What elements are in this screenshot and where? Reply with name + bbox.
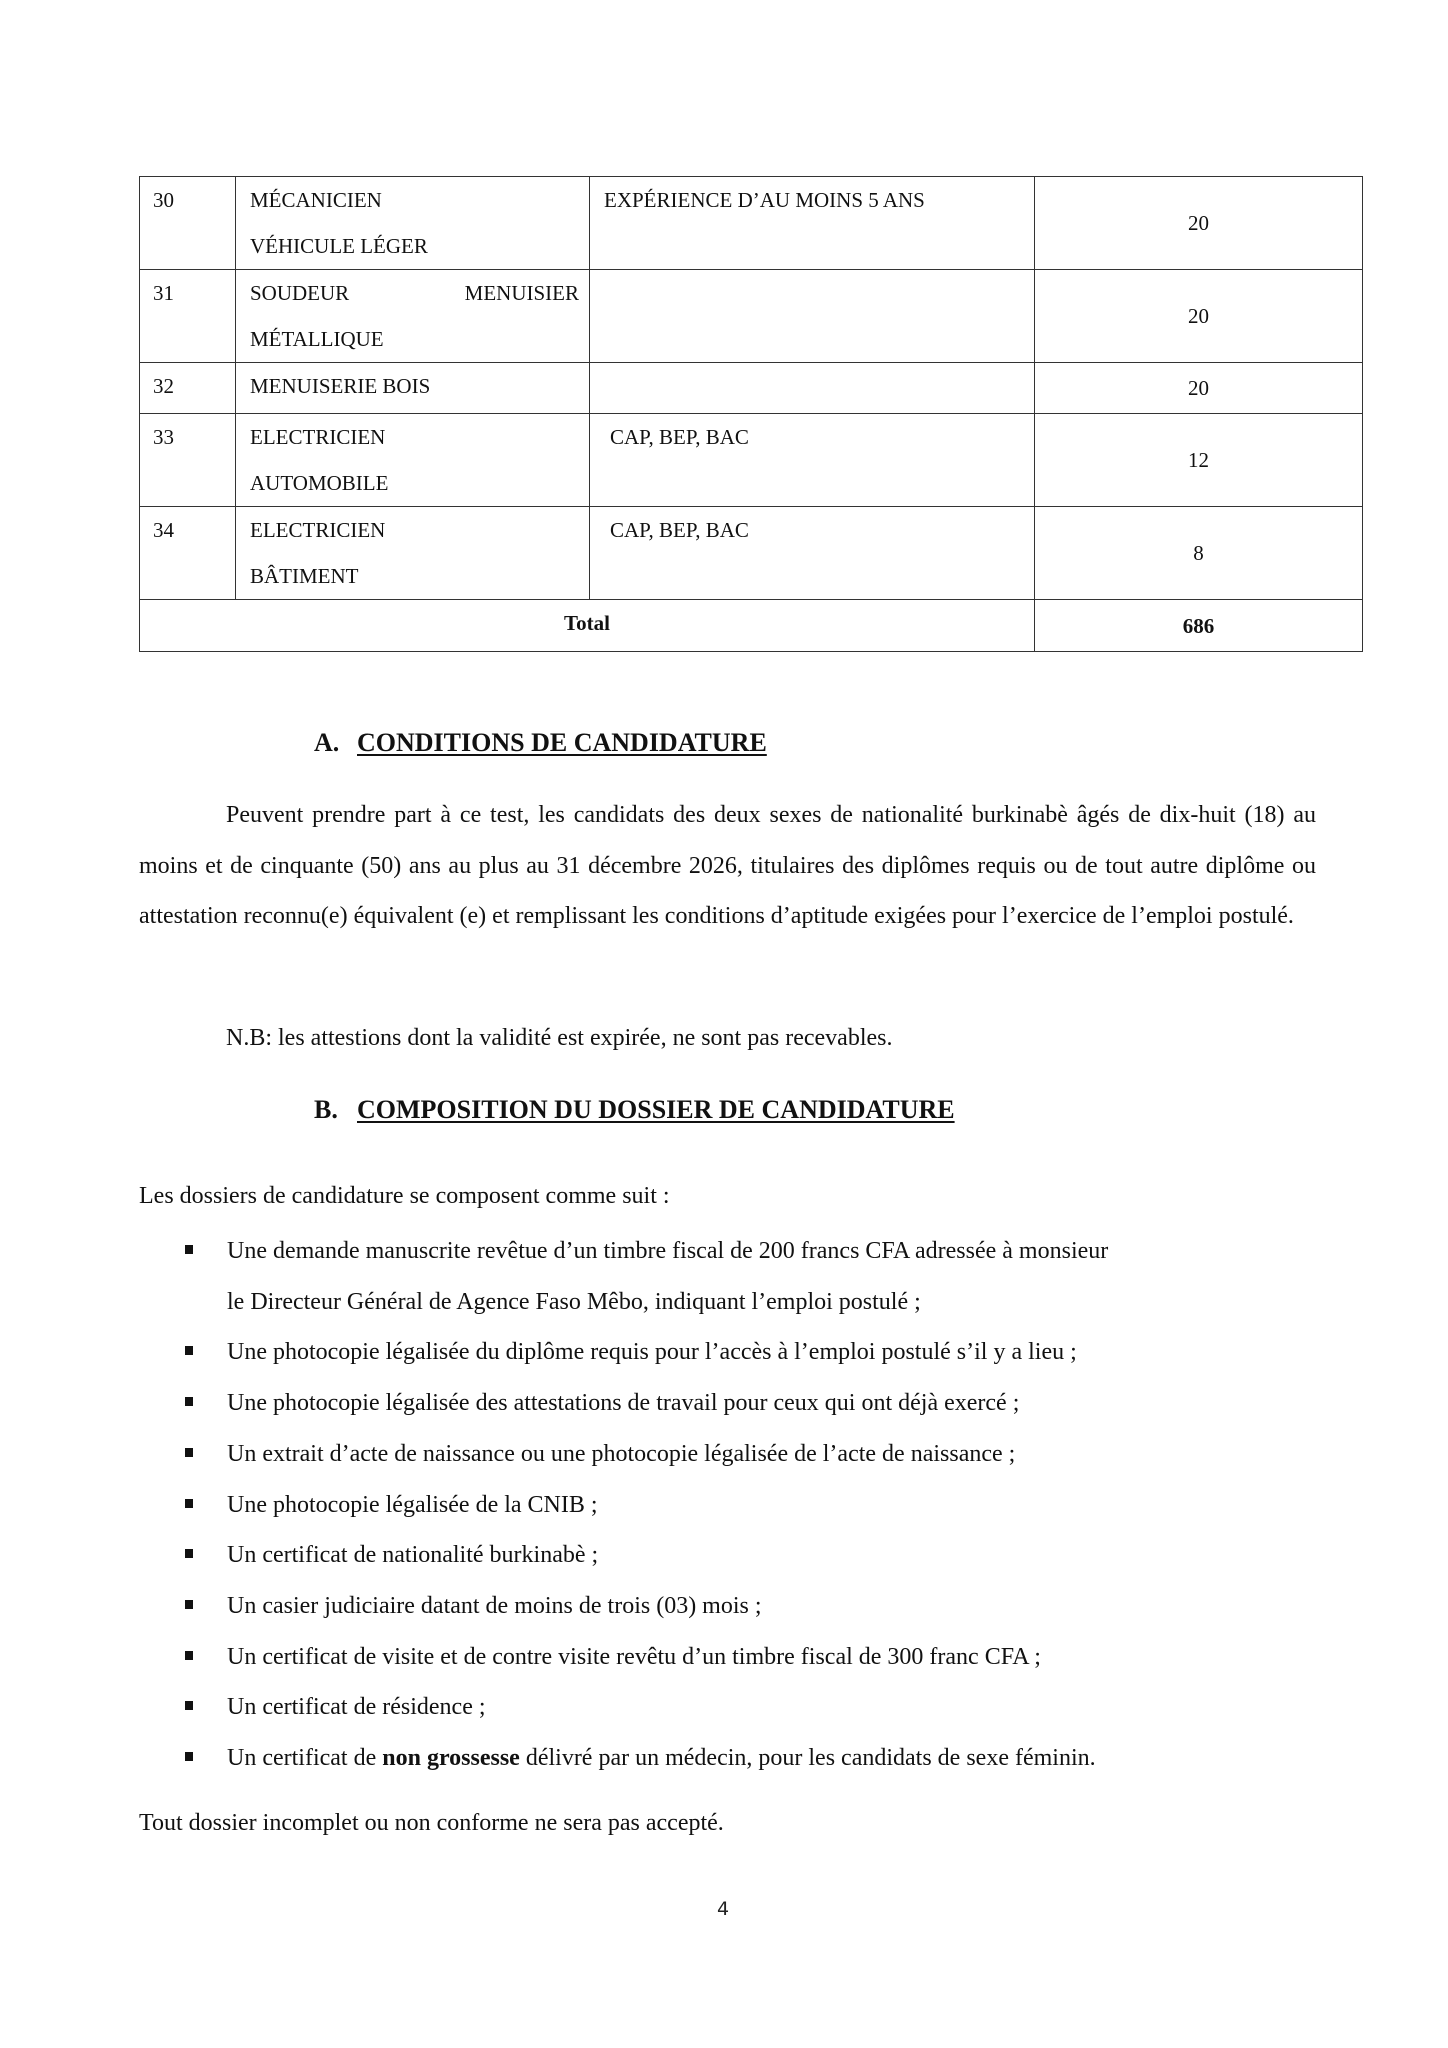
requirement: CAP, BEP, BAC [590, 414, 1035, 507]
table-row [140, 363, 1363, 414]
bullet-square-icon [185, 1701, 193, 1710]
position-count: 20 [1035, 177, 1363, 270]
list-item: Une photocopie légalisée de la CNIB ; [139, 1480, 1316, 1531]
requirement [590, 363, 1035, 414]
closing-note: Tout dossier incomplet ou non conforme ne sera pas accepté. [139, 1810, 724, 1836]
job-title: MENUISERIE BOIS [236, 363, 590, 414]
row-number: 33 [140, 414, 236, 507]
job-title: ELECTRICIEN AUTOMOBILE [236, 414, 590, 507]
bullet-square-icon [185, 1549, 193, 1558]
list-item: Une photocopie légalisée des attestations de travail pour ceux qui ont déjà exercé ; [139, 1378, 1316, 1429]
list-item: Un certificat de non grossesse délivré par un médecin, pour les candidats de sexe féminin. [139, 1733, 1316, 1784]
position-count: 12 [1035, 414, 1363, 507]
requirement: EXPÉRIENCE D’AU MOINS 5 ANS [590, 177, 1035, 270]
page-number: 4 [717, 1898, 730, 1920]
bullet-square-icon [185, 1600, 193, 1609]
position-count: 8 [1035, 507, 1363, 600]
job-title: MÉCANICIEN VÉHICULE LÉGER [236, 177, 590, 270]
list-item: Un certificat de nationalité burkinabè ; [139, 1530, 1316, 1581]
position-count: 20 [1035, 270, 1363, 363]
table-row [140, 177, 1363, 270]
job-title: SOUDEUR MENUISIER MÉTALLIQUE [236, 270, 590, 363]
bullet-square-icon [185, 1499, 193, 1508]
row-number: 34 [140, 507, 236, 600]
list-item: Un certificat de visite et de contre visite revêtu d’un timbre fiscal de 300 franc CFA ; [139, 1632, 1316, 1683]
requirement [590, 270, 1035, 363]
list-item: Une demande manuscrite revêtue d’un timbre fiscal de 200 francs CFA adressée à monsieur le Directeur Général de Agence Faso Mêbo, indiquant l’emploi postulé ; [139, 1226, 1316, 1327]
table-row [140, 270, 1363, 363]
total-value: 686 [1035, 600, 1363, 652]
table-row [140, 507, 1363, 600]
jobs-table [139, 176, 1363, 652]
dossier-list [139, 1226, 1316, 1784]
bullet-square-icon [185, 1752, 193, 1761]
job-title: ELECTRICIEN BÂTIMENT [236, 507, 590, 600]
note-text: N.B: les attestions dont la validité est expirée, ne sont pas recevables. [226, 1025, 893, 1051]
table-total-row [140, 600, 1363, 652]
section-b-heading: B. COMPOSITION DU DOSSIER DE CANDIDATURE [314, 1095, 955, 1124]
requirement: CAP, BEP, BAC [590, 507, 1035, 600]
bullet-square-icon [185, 1651, 193, 1660]
section-a-heading: A. CONDITIONS DE CANDIDATURE [314, 728, 767, 757]
bullet-square-icon [185, 1448, 193, 1457]
list-item: Une photocopie légalisée du diplôme requis pour l’accès à l’emploi postulé s’il y a lieu ; [139, 1327, 1316, 1378]
dossier-intro: Les dossiers de candidature se composent comme suit : [139, 1183, 670, 1209]
row-number: 32 [140, 363, 236, 414]
list-item: Un certificat de résidence ; [139, 1682, 1316, 1733]
bullet-square-icon [185, 1397, 193, 1406]
list-item: Un casier judiciaire datant de moins de trois (03) mois ; [139, 1581, 1316, 1632]
bullet-square-icon [185, 1245, 193, 1254]
row-number: 31 [140, 270, 236, 363]
total-label: Total [140, 600, 1035, 652]
list-item: Un extrait d’acte de naissance ou une photocopie légalisée de l’acte de naissance ; [139, 1429, 1316, 1480]
row-number: 30 [140, 177, 236, 270]
table-row [140, 414, 1363, 507]
bullet-square-icon [185, 1346, 193, 1355]
position-count: 20 [1035, 363, 1363, 414]
conditions-paragraph: Peuvent prendre part à ce test, les candidats des deux sexes de nationalité burkinabè âgés de dix-huit (18) au moins et de cinquante (50) ans au plus au 31 décembre 2026, titulaires des diplômes requis ou de tout autre diplôme ou attestation reconnu(e) équivalent (e) et remplissant les conditions d’aptitude exigées pour l’exercice de l’emploi postulé. [139, 802, 1316, 929]
